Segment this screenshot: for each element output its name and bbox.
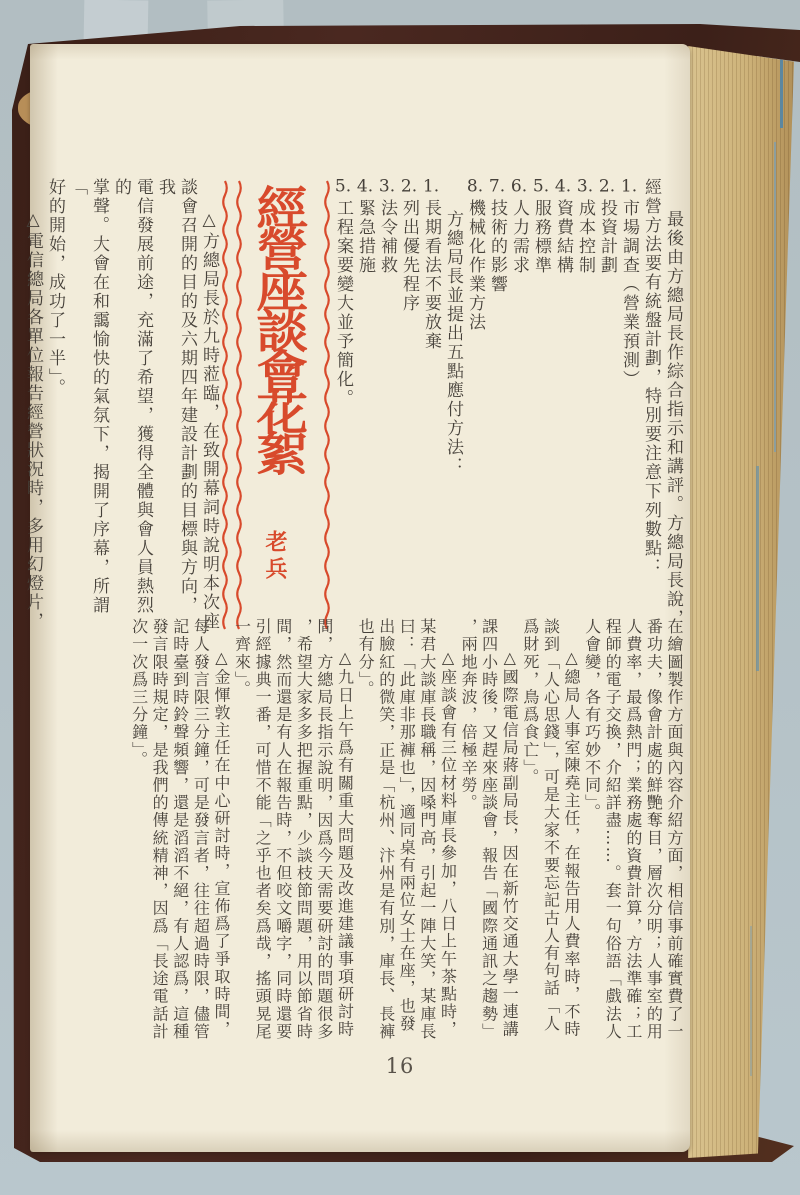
text-column xyxy=(355,618,376,1064)
text-column xyxy=(574,178,596,633)
column-text: 資費結構 xyxy=(553,199,573,275)
text-column xyxy=(332,178,354,633)
wavy-rule-icon xyxy=(220,180,230,632)
background-paper-strip xyxy=(84,0,149,41)
text-column xyxy=(519,618,540,1064)
column-text: 番功夫，像會計處的鮮艷奪目，層次分明；人事室的用 xyxy=(644,618,664,1041)
column-text: 長期看法不要放棄 xyxy=(421,199,441,351)
text-column xyxy=(272,618,293,1064)
text-column xyxy=(540,618,561,1064)
column-text: 掌聲。大會在和靄愉快的氣氛下，揭開了序幕，所謂「 xyxy=(67,178,109,615)
column-text: 引經據典一番，可惜不能「之乎也者矣爲哉，搖頭晃尾 xyxy=(253,618,273,1041)
wavy-rule-icon xyxy=(322,180,332,632)
text-column xyxy=(508,178,530,633)
book-page xyxy=(23,44,690,1152)
fore-edge-mark xyxy=(750,926,752,1076)
column-text: 次一次爲三分鐘」。 xyxy=(129,618,149,769)
column-text: 成本控制 xyxy=(575,199,595,275)
text-column xyxy=(643,618,664,1064)
column-text: 人費率，最爲熱門；業務處的資費計算，方法準確；工 xyxy=(623,618,643,1041)
column-text: 市場調查（營業預測） xyxy=(619,199,639,389)
text-column xyxy=(398,178,420,633)
text-column xyxy=(110,178,154,633)
text-column xyxy=(596,178,618,633)
text-column xyxy=(190,618,211,1064)
column-text: 談到「人心思錢」，可是大家不要忘記古人有句話「人 xyxy=(541,618,561,1033)
column-text: 緊急措施 xyxy=(355,199,375,275)
column-text: 一齊來」。 xyxy=(232,618,252,698)
text-column xyxy=(663,618,684,1064)
column-text: 課四小時後，又趕來座談會，報告「國際通訊之趨勢」 xyxy=(479,618,499,1041)
text-column xyxy=(198,178,220,633)
list-number: 4. xyxy=(356,178,374,195)
column-text: 工程案要變大並予簡化。 xyxy=(333,199,353,408)
text-column xyxy=(210,618,231,1064)
column-text: 曰：「此庫非那褲也」，適同桌有兩位女士在座，也發 xyxy=(397,618,417,1033)
column-text: 人會變，各有巧妙不同」。 xyxy=(582,618,602,822)
text-column xyxy=(22,178,44,633)
list-number: 2. xyxy=(598,178,616,195)
article-title: 經營座談會花絮 xyxy=(248,184,310,471)
list-number: 2. xyxy=(400,178,418,195)
text-column xyxy=(354,178,376,633)
column-text: △方總局長於九時蒞臨，在致開幕詞時說明本次座 xyxy=(199,210,219,632)
text-column xyxy=(618,178,640,633)
column-text: 某君大談庫長職稱，因嗓門高，引起一陣大笑，某庫長 xyxy=(417,618,437,1041)
column-text: △座談會有三位材料庫長參加，八日上午茶點時， xyxy=(438,648,458,1039)
text-column xyxy=(149,618,170,1064)
bottom-text-section xyxy=(128,618,684,1064)
text-column xyxy=(640,178,662,633)
list-number: 4. xyxy=(554,178,572,195)
text-column xyxy=(622,618,643,1064)
top-text-section xyxy=(22,178,684,633)
column-text: △總局人事室陳堯主任，在報告用人費率時，不時 xyxy=(562,648,582,1039)
column-text: 經營方法要有統盤計劃，特別要注意下列數點： xyxy=(641,178,661,577)
list-number: 3. xyxy=(378,178,396,195)
text-column xyxy=(313,618,334,1064)
wavy-rule-icon xyxy=(234,180,244,632)
text-column xyxy=(252,618,273,1064)
list-number: 8. xyxy=(466,178,484,195)
list-number: 1. xyxy=(620,178,638,195)
column-text: 機械化作業方法 xyxy=(465,199,485,332)
text-column xyxy=(293,618,314,1064)
column-text: 每人發言限三分鐘，可是發言者，往往超過時限，儘管 xyxy=(191,618,211,1041)
text-column xyxy=(66,178,110,633)
column-text: ，兩地奔波，倍極辛勞。 xyxy=(459,618,479,812)
column-text: 發言限時規定，是我們的傳統精神，因爲「長途電話計 xyxy=(150,618,170,1041)
list-number: 7. xyxy=(488,178,506,195)
column-text: 服務標準 xyxy=(531,199,551,275)
column-text: 出臉紅的微笑，正是「杭州、汴州是有別，庫長、長褲 xyxy=(376,618,396,1041)
text-column xyxy=(420,178,442,633)
text-column xyxy=(375,618,396,1064)
text-column xyxy=(552,178,574,633)
text-column xyxy=(464,178,486,633)
text-column xyxy=(499,618,520,1064)
text-column xyxy=(231,618,252,1064)
text-column xyxy=(486,178,508,633)
author-name: 老兵 xyxy=(262,530,288,584)
column-text: △金惲敦主任在中心研討時，宣佈爲了爭取時間， xyxy=(211,648,231,1039)
column-text: 爲財死，鳥爲食亡」。 xyxy=(520,618,540,786)
page-number: 16 xyxy=(385,1054,415,1078)
text-column xyxy=(154,178,198,633)
text-column xyxy=(128,618,149,1064)
text-column xyxy=(602,618,623,1064)
column-text: 程師的電子交換，介紹詳盡……。套一句俗語「戲法人 xyxy=(603,618,623,1041)
page-fore-edge xyxy=(688,46,794,1158)
column-text: 電信發展前途，充滿了希望，獲得全體與會人員熱烈的 xyxy=(111,178,153,615)
text-column xyxy=(376,178,398,633)
text-column xyxy=(560,618,581,1064)
column-text: 方總局長並提出五點應付方法： xyxy=(443,210,463,477)
column-text: 人力需求 xyxy=(509,199,529,275)
list-number: 6. xyxy=(510,178,528,195)
text-column xyxy=(44,178,66,633)
text-column xyxy=(169,618,190,1064)
column-text: 好的開始，成功了一半」。 xyxy=(45,178,65,398)
column-text: 也有分」。 xyxy=(356,618,376,698)
list-number: 5. xyxy=(334,178,352,195)
column-text: 談會召開的目的及六期四年建設計劃的目標與方向，我 xyxy=(155,178,197,615)
column-text: 技術的影響 xyxy=(487,199,507,294)
column-text: △國際電信局蔣副局長，因在新竹交通大學一連講 xyxy=(500,648,520,1039)
column-text: △九日上午爲有關重大問題及改進建議事項研討時 xyxy=(335,648,355,1039)
text-column xyxy=(662,178,684,633)
text-column xyxy=(334,618,355,1064)
fore-edge-mark xyxy=(756,466,759,671)
column-text: 法令補救 xyxy=(377,199,397,275)
fore-edge-mark xyxy=(774,142,776,452)
column-text: 列出優先程序 xyxy=(399,199,419,313)
text-column xyxy=(478,618,499,1064)
text-column xyxy=(457,618,478,1064)
list-number: 3. xyxy=(576,178,594,195)
list-number: 5. xyxy=(532,178,550,195)
text-column xyxy=(416,618,437,1064)
text-column xyxy=(530,178,552,633)
text-column xyxy=(442,178,464,633)
text-column xyxy=(581,618,602,1064)
column-text: ，希望大家多多把握重點，少談枝節問題，用以節省時 xyxy=(294,618,314,1041)
fore-edge-mark xyxy=(780,54,783,128)
column-text: 記時臺到時鈴聲頻響，還是滔滔不絕，有人認爲，這種 xyxy=(170,618,190,1041)
text-column xyxy=(437,618,458,1064)
text-column xyxy=(396,618,417,1064)
column-text: △電信總局各單位報告經營狀況時，多用幻燈片， xyxy=(23,210,43,632)
column-text: 間，然而還是有人在報告時，不但咬文嚼字，同時還要 xyxy=(273,618,293,1041)
column-text: 間，方總局長指示說明，因爲今天需要研討的問題很多 xyxy=(314,618,334,1041)
column-text: 在繪圖製作方面與內容介紹方面，相信事前確實費了一 xyxy=(665,618,684,1041)
article-title-block xyxy=(220,178,332,633)
list-number: 1. xyxy=(422,178,440,195)
column-text: 投資計劃 xyxy=(597,199,617,275)
column-text: 最後由方總局長作綜合指示和講評。方總局長說， xyxy=(663,210,683,629)
